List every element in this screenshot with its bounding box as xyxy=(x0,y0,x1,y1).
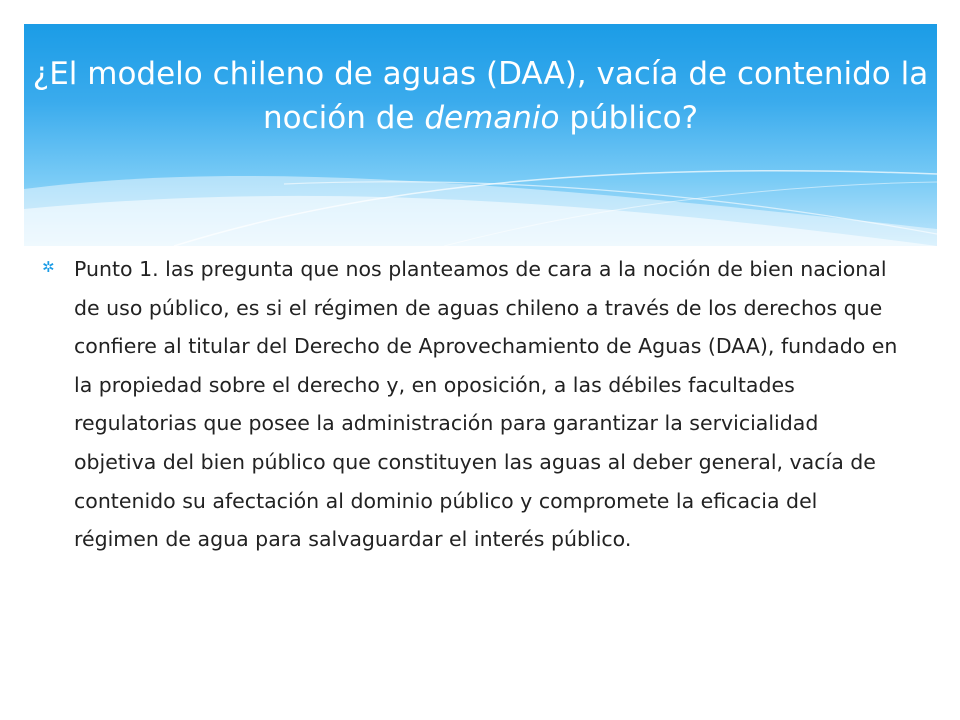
slide-title xyxy=(24,52,937,140)
title-text: ¿El modelo chileno de aguas (DAA), vacía de contenido la noción de xyxy=(32,56,929,136)
bullet-text: Punto 1. las pregunta que nos planteamos de cara a la noción de bien nacional de uso público, es si el régimen de aguas chileno a través de los derechos que confiere al titular del Derecho de Aprovechamiento de Aguas (DAA), fundado en la propiedad sobre el derecho y, en oposición, a las débiles facultades regulatorias que posee la administración para garantizar la servicialidad objetiva del bien público que constituyen las aguas al deber general, vacía de contenido su afectación al dominio público y compromete la eficacia del régimen de agua para salvaguardar el interés público. xyxy=(74,257,898,552)
asterisk-icon: ✲ xyxy=(42,258,55,276)
title-text-end: público? xyxy=(559,100,699,136)
title-emphasis: demanio xyxy=(424,100,560,136)
title-banner xyxy=(24,24,937,246)
